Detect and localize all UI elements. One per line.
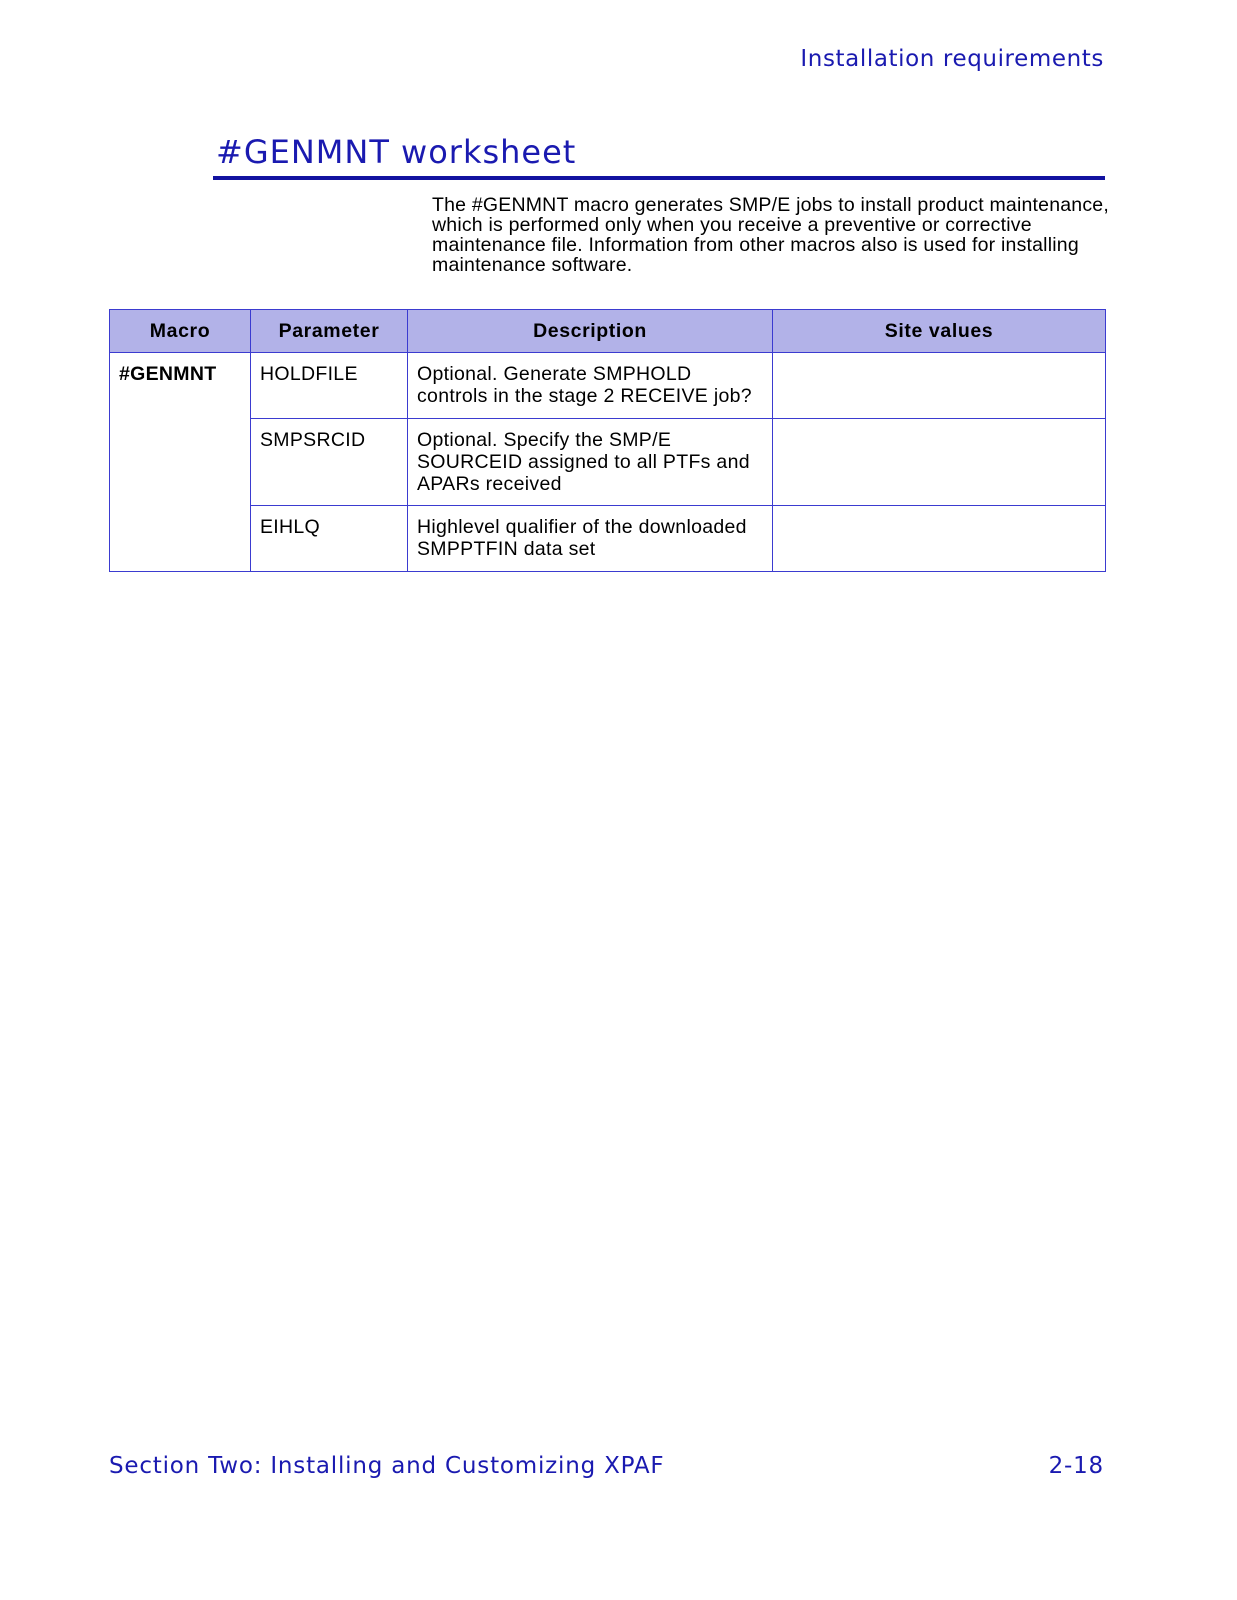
footer-section-title: Section Two: Installing and Customizing XPAF <box>109 1453 665 1479</box>
table-row <box>110 353 1106 419</box>
column-header-parameter: Parameter <box>251 310 408 353</box>
parameter-cell: HOLDFILE <box>251 353 408 419</box>
running-head: Installation requirements <box>800 46 1104 72</box>
table-row <box>110 506 1106 572</box>
description-cell: Optional. Generate SMPHOLD controls in the stage 2 RECEIVE job? <box>408 353 773 419</box>
macro-cell: #GENMNT <box>110 353 251 572</box>
site-value-cell[interactable] <box>773 419 1106 506</box>
intro-paragraph: The #GENMNT macro generates SMP/E jobs to install product maintenance, which is performed only when you receive a preventive or corrective maintenance file. Information from other macros also is used for installing maintenance software. <box>432 194 1109 276</box>
column-header-site-values: Site values <box>773 310 1106 353</box>
column-header-macro: Macro <box>110 310 251 353</box>
parameter-cell: SMPSRCID <box>251 419 408 506</box>
page-title: #GENMNT worksheet <box>216 133 577 171</box>
description-cell: Optional. Specify the SMP/E SOURCEID assigned to all PTFs and APARs received <box>408 419 773 506</box>
footer-page-number: 2-18 <box>1048 1453 1104 1479</box>
site-value-cell[interactable] <box>773 353 1106 419</box>
table-header-row <box>110 310 1106 353</box>
description-cell: Highlevel qualifier of the downloaded SMPPTFIN data set <box>408 506 773 572</box>
parameter-cell: EIHLQ <box>251 506 408 572</box>
column-header-description: Description <box>408 310 773 353</box>
table-row <box>110 419 1106 506</box>
title-rule <box>213 176 1105 180</box>
site-value-cell[interactable] <box>773 506 1106 572</box>
worksheet-table <box>109 309 1106 572</box>
